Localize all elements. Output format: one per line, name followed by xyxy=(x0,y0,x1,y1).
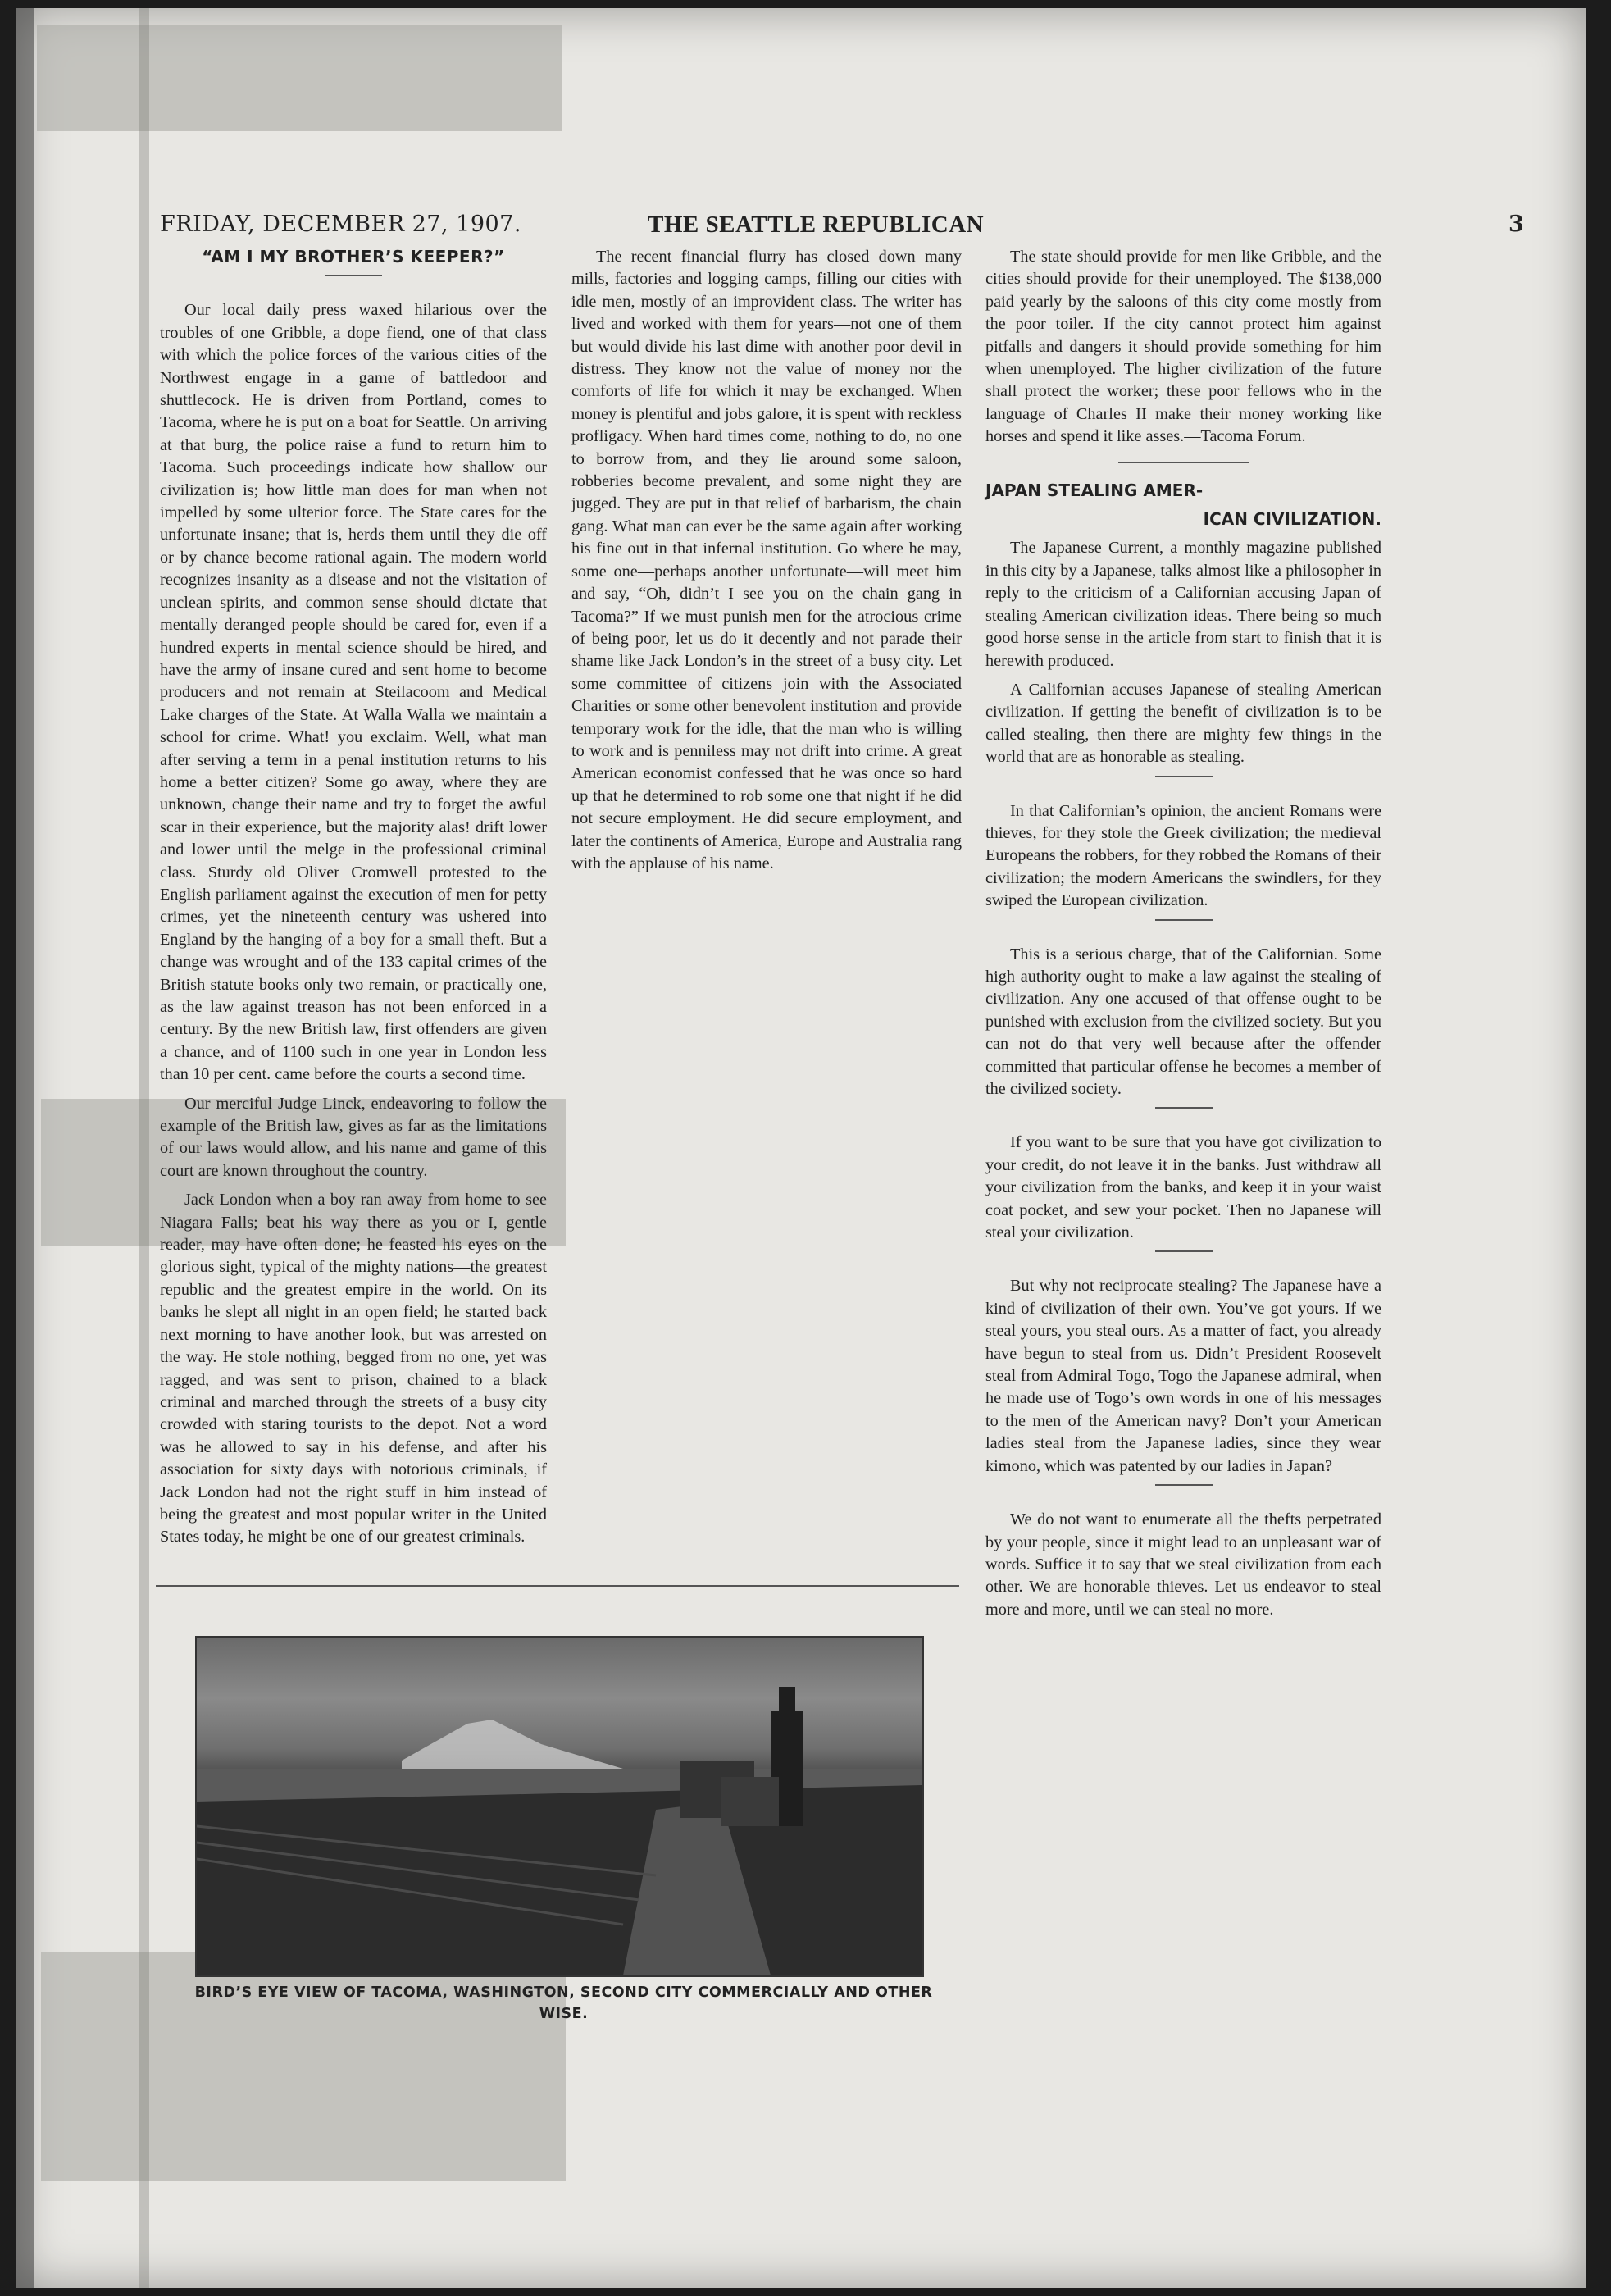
article-paragraph: Jack London when a boy ran away from home to see Niagara Falls; beat his way there as you or I, gentle reader, may have often done; he feasted his eyes on the glorious sight, typical of the mighty nations—the greatest republic and the greatest empire in the world. On its banks he slept all night in an open field; he started back next morning to have another look, but was arrested on the way. He stole nothing, begged from no one, yet was ragged, and was sent to prison, chained to a black criminal and marched through the streets of a busy city crowded with staring tourists to the depot. Not a word was he allowed to say in his defense, and after his association for sixty days with notorious criminals, if Jack London had not the right stuff in him instead of being the greatest and most popular writer in the United States today, he might be one of our greatest criminals. xyxy=(160,1191,547,1547)
divider xyxy=(325,275,382,276)
article-paragraph: A Californian accuses Japanese of stealing American civilization. If getting the benefit of civilization is to be called stealing, then there are mighty few things in the world that are as honorable as stealing. xyxy=(985,680,1381,767)
column-1 xyxy=(160,246,547,1556)
tape-strip xyxy=(37,25,562,131)
divider xyxy=(1118,462,1249,463)
article-paragraph: The state should provide for men like Gribble, and the cities should provide for their unemployed. The $138,000 paid yearly by the saloons of this city come mostly from the poor toiler. If the city cannot protect him against pitfalls and dangers it should provide something for him when unemployed. The higher civilization of the future shall protect the worker; these poor fellows who in the language of Charles II make their money working like horses and spend it like asses.—Tacoma Forum. xyxy=(985,248,1381,446)
article-paragraph: If you want to be sure that you have got civilization to your credit, do not leave it in the banks. Just withdraw all your civilization from the banks, and keep it in your waist coat pocket, and sew your pocket. Then no Japanese will steal your civilization. xyxy=(985,1133,1381,1242)
city-landscape-image xyxy=(197,1638,922,1975)
article-paragraph: But why not reciprocate stealing? The Japanese have a kind of civilization of their own. You’ve got yours. If we steal yours, you steal ours. As a matter of fact, you already have begun to steal from us. Didn’t President Roosevelt steal from Admiral Togo, Togo the Japanese admiral, when he made use of Togo’s own words in one of his messages to the men of the American navy? Don’t your American ladies steal from the Japanese ladies, since they wear kimono, which was patented by our ladies in Japan? xyxy=(985,1277,1381,1475)
article-paragraph: Our local daily press waxed hilarious over the troubles of one Gribble, a dope fiend, one of that class with which the police forces of the various cities of the Northwest engage in a game of battledoor and shuttlecock. He is driven from Portland, comes to Tacoma, where he is put on a boat for Seattle. On arriving at that burg, the police raise a fund to return him to Tacoma. Such proceedings indicate how shallow our civilization is; how little man does for man when not impelled by some ulterior force. The State cares for the unfortunate insane; that is, herds them until they die off or by chance become rational again. The modern world recognizes insanity as a disease and not the visitation of unclean spirits, and common sense should dictate that mentally deranged people should be cared for, even if a hundred experts in mental science should be hired, and have the army of insane cured and sent home to become producers and not remain at Steilacoom and Medical Lake charges of the State. At Walla Walla we maintain a school for crime. What! you exclaim. Well, what man after serving a term in a penal institution returns to his home a better citizen? Some go away, where they are unknown, change their name and try to forget the awful scar in their experience, but the majority alas! drift lower and lower until the melge in the professional criminal class. Sturdy old Oliver Cromwell protested to the English parliament against the execution of men for petty crimes, yet the nineteenth century was ushered into England by the hanging of a boy for a small theft. But a change was wrought and of the 133 capital crimes of the British statute books only two remain, or practically one, as the law against treason has not been enforced in a century. By the new British law, first offenders are given a chance, and of 1100 such in one year in London less than 10 per cent. came before the courts a second time. xyxy=(160,301,547,1084)
divider xyxy=(1155,1484,1213,1486)
masthead-title: THE SEATTLE REPUBLICAN xyxy=(648,212,985,238)
divider xyxy=(1155,1107,1213,1109)
article-paragraph: We do not want to enumerate all the thefts perpetrated by your people, since it might lead to an unpleasant war of words. Suffice it to say that we steal civilization from each other. We are honorable thieves. Let us endeavor to steal more and more, until we can steal no more. xyxy=(985,1510,1381,1619)
divider xyxy=(1155,919,1213,921)
column-3 xyxy=(985,246,1381,1628)
page-number: 3 xyxy=(1509,212,1525,237)
article-paragraph: The Japanese Current, a monthly magazine published in this city by a Japanese, talks almost like a philosopher in reply to the criticism of a Californian accusing Japan of stealing American civilization ideas. There being so much good horse sense in the article from start to finish that it is herewith produced. xyxy=(985,539,1381,670)
issue-date: FRIDAY, DECEMBER 27, 1907. xyxy=(160,212,521,237)
article-paragraph: In that Californian’s opinion, the ancient Romans were thieves, for they stole the Greek civilization; the medieval Europeans the robbers, for they robbed the Romans of their civilization; the modern Americans the swindlers, for they swiped the European civilization. xyxy=(985,801,1381,910)
article-headline-part2: ICAN CIVILIZATION. xyxy=(1203,509,1381,530)
article-paragraph: The recent financial flurry has closed down many mills, factories and logging camps, filling our cities with idle men, mostly of an improvident class. The writer has lived and worked with them for years—not one of them but would divide his last dime with another poor devil in distress. They know not the value of money nor the comforts of life for which it may be exchanged. When money is plentiful and jobs galore, it is spent with reckless profligacy. When hard times come, nothing to do, no one to borrow from, and they lie around some saloon, robberies become prevalent, and some night they are jugged. They are put in that relief of barbarism, the chain gang. What man can ever be the same again after working his fine out in that infernal institution. Go where he may, some one—perhaps another unfortunate—will meet him and say, “Oh, didn’t I see you on the chain gang in Tacoma?” If we must punish men for the atrocious crime of being poor, let us do it decently and not parade their shame like Jack London’s in the street of a busy city. Let some committee of citizens join with the Associated Charities or some other benevolent institution and provide temporary work for the idle, that the man who is willing to work and is penniless may not drift into crime. A great American economist confessed that he was once so hard up that he determined to rob some one that night if he did not secure employment. He did secure employment, and later the continents of America, Europe and Australia rang with the applause of his name. xyxy=(571,248,962,872)
tacoma-photo xyxy=(195,1636,924,1977)
divider xyxy=(1155,1250,1213,1252)
article-paragraph: This is a serious charge, that of the Californian. Some high authority ought to make a law against the stealing of civilization. Any one accused of that offense ought to be punished with exclusion from the civilized society. But you can not do that very well because after the offender committed that particular offense he becomes a member of the civilized society. xyxy=(985,945,1381,1098)
photo-caption: BIRD’S EYE VIEW OF TACOMA, WASHINGTON, SECOND CITY COMMERCIALLY AND OTHER WISE. xyxy=(194,1984,933,2022)
article-paragraph: Our merciful Judge Linck, endeavoring to follow the example of the British law, gives as far as the limitations of our laws would allow, and his name and game of this court are known throughout the country. xyxy=(160,1094,547,1180)
article-headline-part1: JAPAN STEALING AMER- xyxy=(985,480,1204,500)
article-headline: “AM I MY BROTHER’S KEEPER?” xyxy=(202,247,505,266)
divider xyxy=(1155,776,1213,777)
column-2 xyxy=(571,246,962,882)
tape-edge xyxy=(139,8,149,2288)
page-edge xyxy=(16,8,34,2288)
section-divider xyxy=(156,1585,959,1587)
